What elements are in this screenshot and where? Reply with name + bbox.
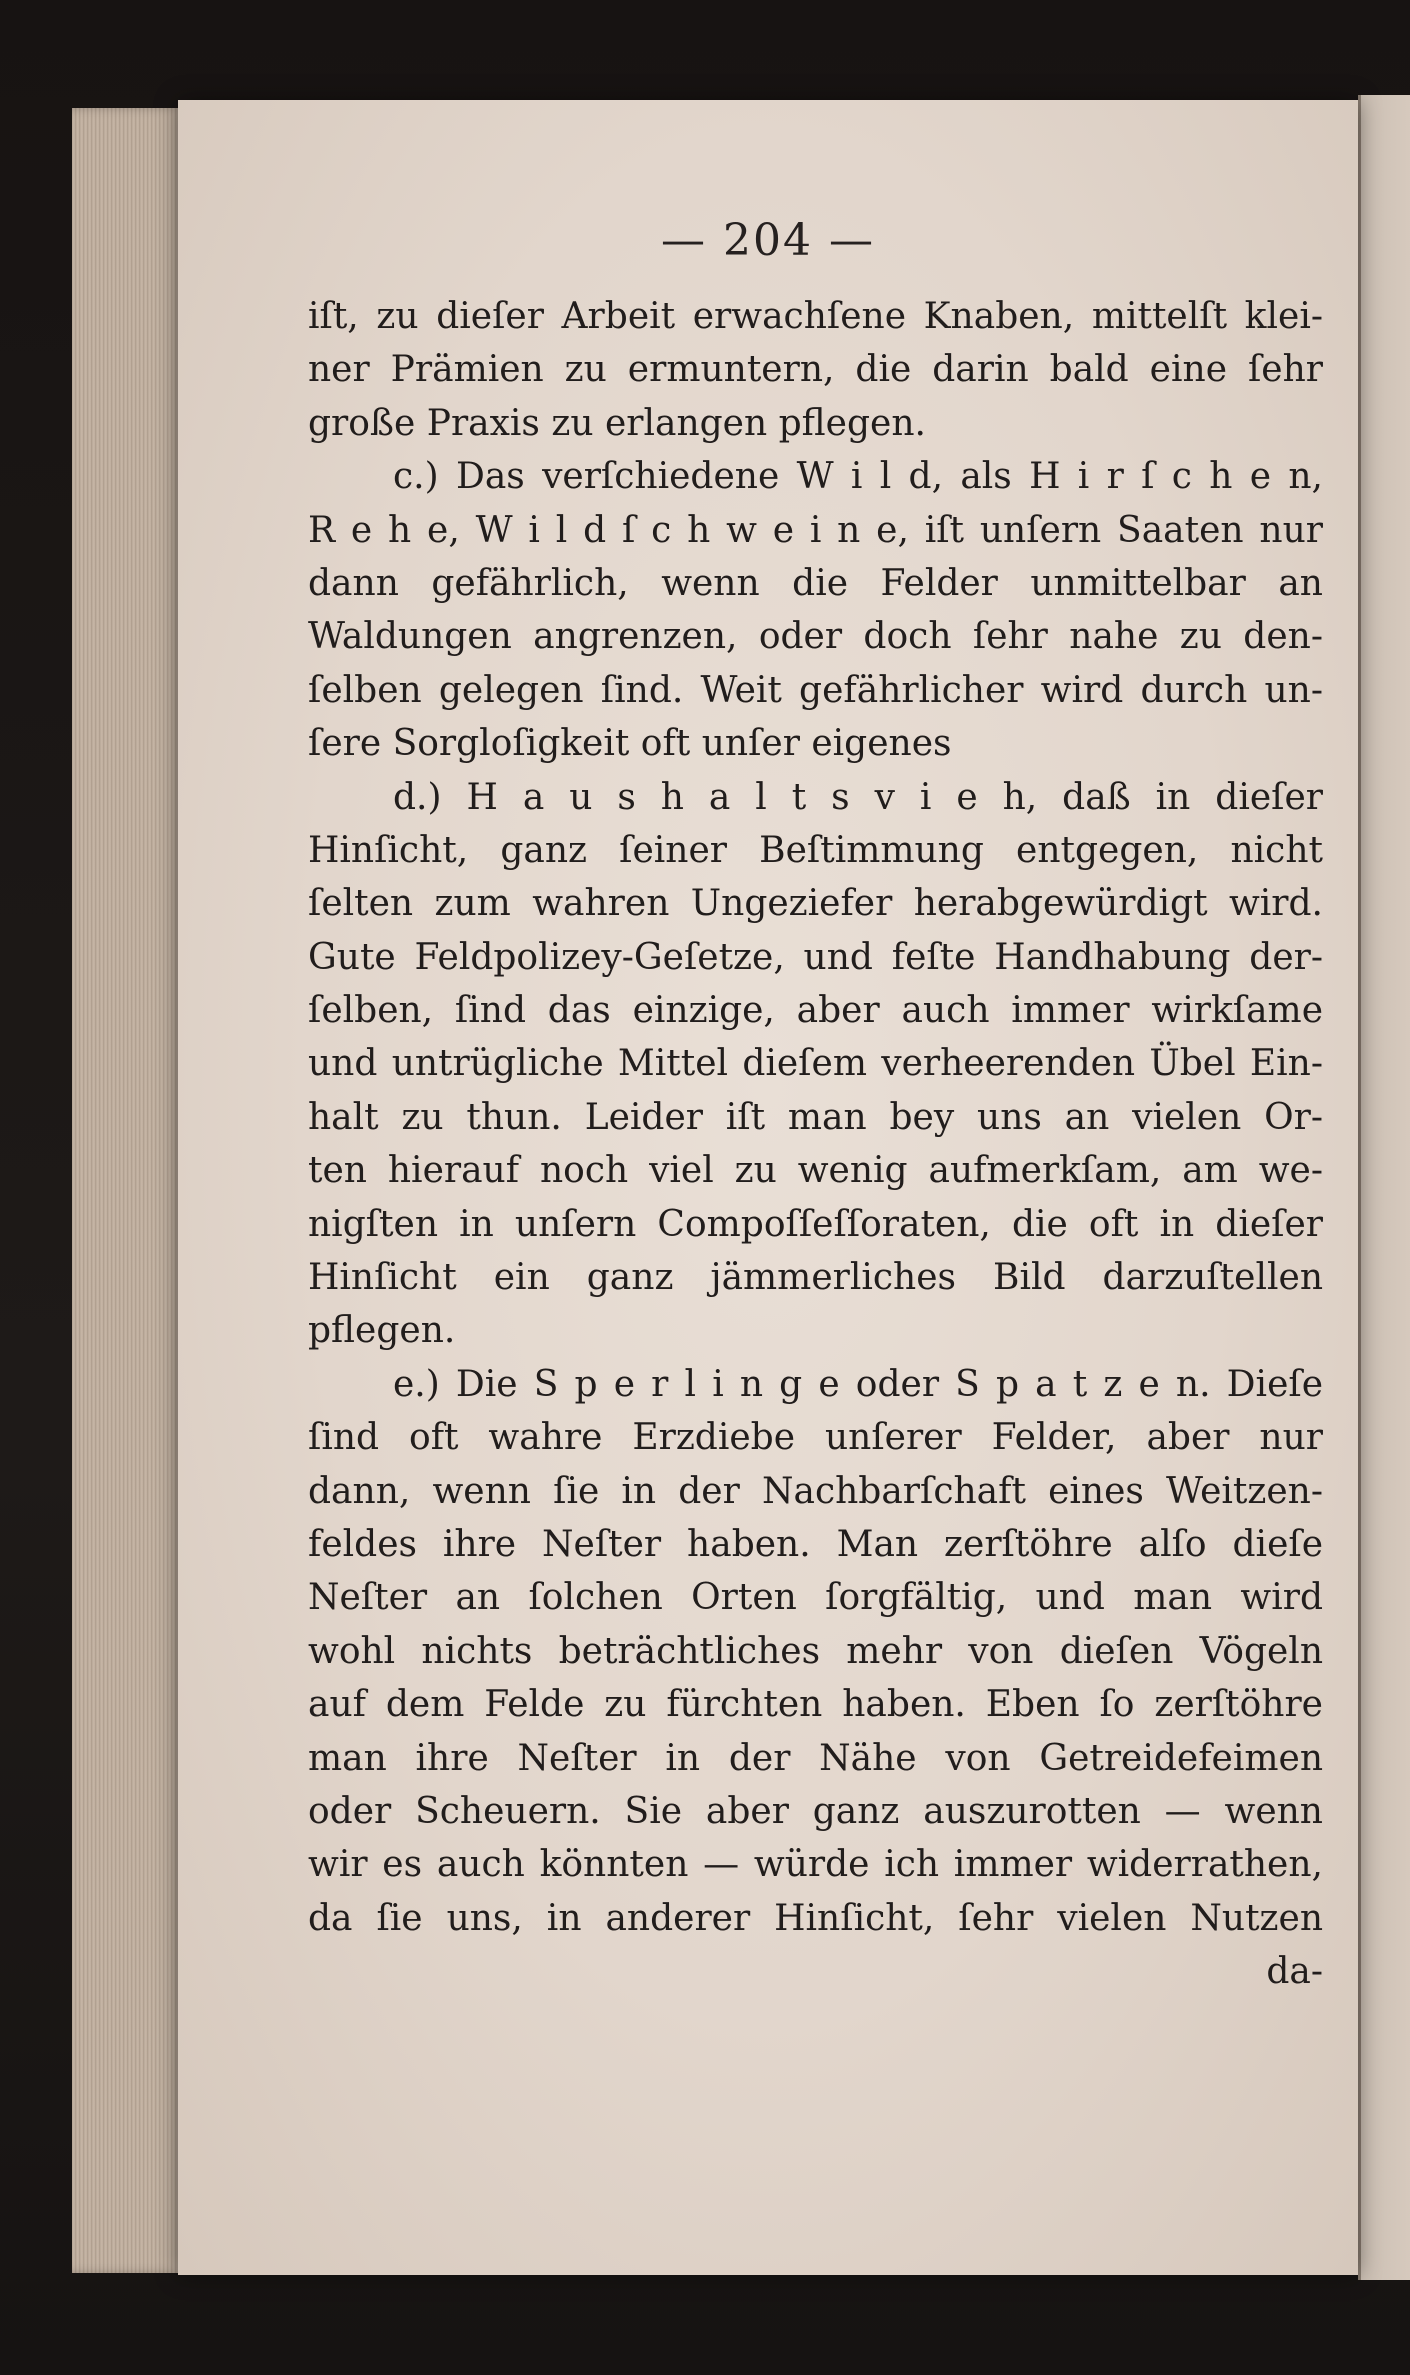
text-line: R e h e, W i l d ſ c h w e i n e, iſt unſern Saaten nur	[308, 509, 1323, 551]
text-line: dann, wenn ſie in der Nachbarſchaft eines Weitzen-	[308, 1470, 1323, 1512]
page-text	[308, 290, 1323, 1999]
text-line: halt zu thun. Leider iſt man bey uns an vielen Or-	[308, 1096, 1323, 1138]
facing-page-edge	[1358, 95, 1410, 2280]
text-line: wohl nichts beträchtliches mehr von dieſen Vögeln	[308, 1630, 1323, 1672]
text-line: oder Scheuern. Sie aber ganz auszurotten — wenn	[308, 1790, 1323, 1832]
text-line: ſere Sorgloſigkeit oft unſer eigenes	[308, 723, 952, 765]
text-line: ſelten zum wahren Ungeziefer herabgewürdigt wird.	[308, 883, 1323, 925]
text-line: Hinſicht ein ganz jämmerliches Bild darzuſtellen	[308, 1257, 1323, 1299]
text-line: pflegen.	[308, 1310, 456, 1352]
text-line: ner Prämien zu ermuntern, die darin bald eine ſehr	[308, 349, 1323, 391]
text-line: da-	[1266, 1951, 1323, 1993]
text-line: Hinſicht, ganz ſeiner Beſtimmung entgegen, nicht	[308, 829, 1323, 871]
text-line: feldes ihre Neſter haben. Man zerſtöhre alſo dieſe	[308, 1523, 1323, 1565]
text-line: c.) Das verſchiedene W i l d, als H i r ſ c h e n,	[393, 456, 1323, 498]
text-line: Waldungen angrenzen, oder doch ſehr nahe zu den-	[308, 616, 1323, 658]
text-line: man ihre Neſter in der Nähe von Getreidefeimen	[308, 1737, 1323, 1779]
text-line: dann gefährlich, wenn die Felder unmittelbar an	[308, 562, 1323, 604]
text-line: ſelben, ſind das einzige, aber auch immer wirkſame	[308, 990, 1323, 1032]
text-line: da ſie uns, in anderer Hinſicht, ſehr vielen Nutzen	[308, 1897, 1323, 1939]
text-line: ten hierauf noch viel zu wenig aufmerkſam, am we-	[308, 1150, 1323, 1192]
text-line: ſelben gelegen ſind. Weit gefährlicher wird durch un-	[308, 669, 1323, 711]
text-line: auf dem Felde zu fürchten haben. Eben ſo zerſtöhre	[308, 1684, 1323, 1726]
text-line: d.) H a u s h a l t s v i e h, daß in dieſer	[393, 776, 1323, 818]
text-line: ſind oft wahre Erzdiebe unſerer Felder, aber nur	[308, 1417, 1323, 1459]
text-line: wir es auch könnten — würde ich immer widerrathen,	[308, 1844, 1323, 1886]
text-line: und untrügliche Mittel dieſem verheerenden Übel Ein-	[308, 1043, 1323, 1085]
text-line: große Praxis zu erlangen pflegen.	[308, 402, 926, 444]
text-line: nigſten in unſern Compoſſeſſoraten, die oft in dieſer	[308, 1203, 1323, 1245]
text-line: Neſter an ſolchen Orten ſorgfältig, und man wird	[308, 1577, 1323, 1619]
page-edges	[72, 108, 184, 2273]
text-line: Gute Feldpolizey-Geſetze, und feſte Handhabung der-	[308, 936, 1323, 978]
book-page	[178, 100, 1358, 2275]
text-line: iſt, zu dieſer Arbeit erwachſene Knaben, mittelſt klei-	[308, 296, 1323, 337]
text-line: e.) Die S p e r l i n g e oder S p a t z e n. Dieſe	[393, 1363, 1323, 1405]
page-number: — 204 —	[661, 215, 875, 266]
